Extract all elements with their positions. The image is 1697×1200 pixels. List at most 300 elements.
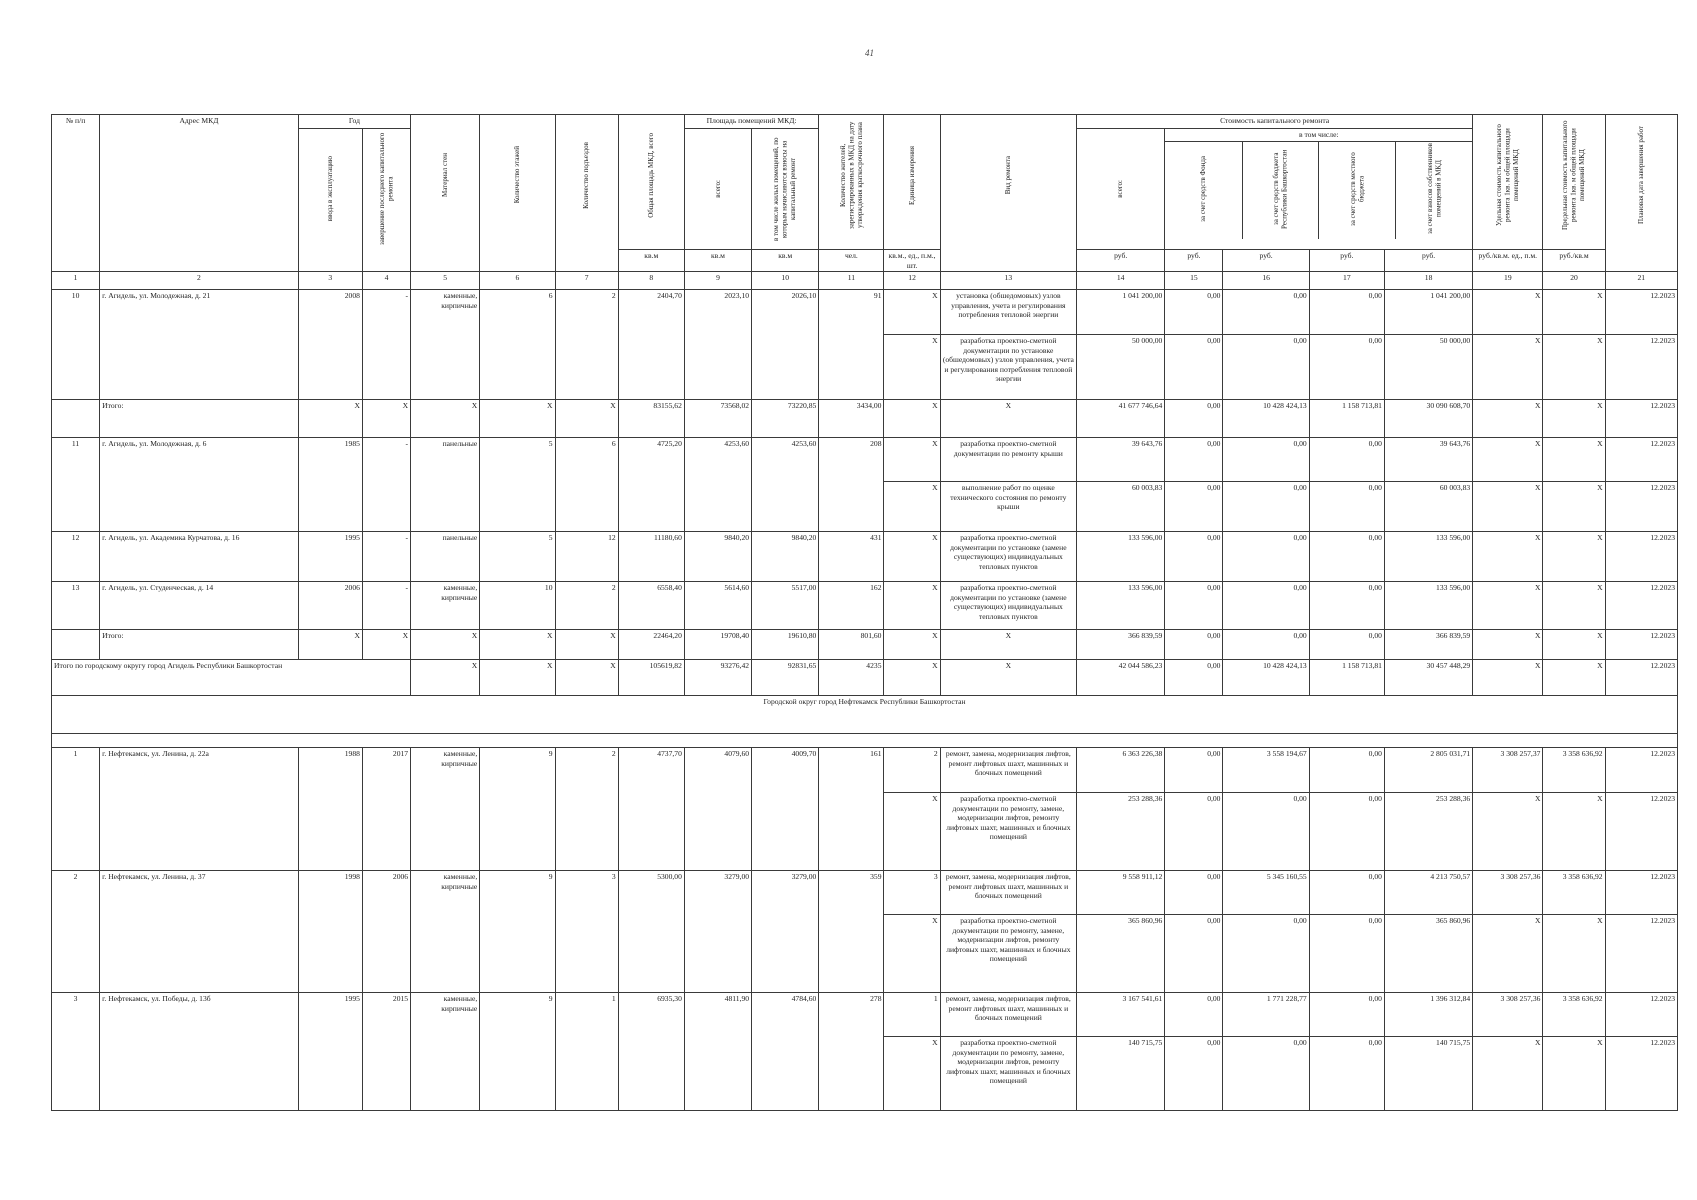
row-repair-type: X <box>940 630 1076 660</box>
row-cost-owners: 4 213 750,57 <box>1384 871 1472 915</box>
row-year-commission: 1995 <box>298 993 362 1111</box>
row-repair-type: разработка проектно-сметной документации по ремонту крыши <box>940 438 1076 482</box>
row-area: 11180,60 <box>618 532 684 582</box>
row-plan-date: 12.2023 <box>1605 993 1677 1037</box>
row-cost-total: 60 003,83 <box>1077 482 1165 532</box>
hdr-total-area: Общая площадь МКД, всего <box>618 115 684 250</box>
row-cost-owners: 133 596,00 <box>1384 532 1472 582</box>
row-unit-cost: X <box>1473 582 1543 630</box>
row-cost-fund: 0,00 <box>1165 748 1223 793</box>
row-plan-date: 12.2023 <box>1605 871 1677 915</box>
row-premises-incl: 9840,20 <box>752 532 819 582</box>
row-entrances: X <box>555 660 618 696</box>
unit-16: руб. <box>1223 250 1309 272</box>
column-number: 5 <box>411 272 480 290</box>
row-premises-total: 2023,10 <box>684 290 751 400</box>
table-row <box>52 532 1678 582</box>
row-year-repair: - <box>362 438 410 532</box>
row-unit: X <box>884 1037 940 1111</box>
row-cost-owners: 2 805 031,71 <box>1384 748 1472 793</box>
hdr-year-commission: ввода в эксплуатацию <box>298 129 362 272</box>
row-area: 5300,00 <box>618 871 684 993</box>
column-number: 17 <box>1309 272 1384 290</box>
row-cost-rb: 10 428 424,13 <box>1223 660 1309 696</box>
row-cost-fund: 0,00 <box>1165 1037 1223 1111</box>
row-floors: X <box>480 660 555 696</box>
table-row <box>52 871 1678 915</box>
row-max-cost: X <box>1543 438 1605 482</box>
row-floors: 5 <box>480 532 555 582</box>
row-year-repair: - <box>362 290 410 400</box>
row-residents: 431 <box>819 532 884 582</box>
hdr-premises-incl: в том числе жилых помещений, по которым начисляются взносы на капитальный ремонт <box>752 129 819 250</box>
row-cost-owners: 50 000,00 <box>1384 335 1472 400</box>
hdr-n: № п/п <box>52 115 100 272</box>
column-number: 15 <box>1165 272 1223 290</box>
row-cost-local: 0,00 <box>1309 748 1384 793</box>
row-premises-incl: 73220,85 <box>752 400 819 438</box>
table-row <box>52 290 1678 335</box>
row-unit: X <box>884 335 940 400</box>
row-wall: каменные, кирпичные <box>411 871 480 993</box>
row-cost-total: 140 715,75 <box>1077 1037 1165 1111</box>
row-premises-incl: 5517,00 <box>752 582 819 630</box>
row-floors: 10 <box>480 582 555 630</box>
row-max-cost: X <box>1543 915 1605 993</box>
row-unit-cost: X <box>1473 1037 1543 1111</box>
hdr-cost: Стоимость капитального ремонта <box>1077 115 1473 129</box>
row-residents: 91 <box>819 290 884 400</box>
row-plan-date: 12.2023 <box>1605 582 1677 630</box>
row-cost-rb: 0,00 <box>1223 482 1309 532</box>
row-cost-total: 253 288,36 <box>1077 793 1165 871</box>
row-cost-fund: 0,00 <box>1165 660 1223 696</box>
row-cost-total: 9 558 911,12 <box>1077 871 1165 915</box>
row-plan-date: 12.2023 <box>1605 335 1677 400</box>
row-max-cost: X <box>1543 290 1605 335</box>
row-plan-date: 12.2023 <box>1605 630 1677 660</box>
row-entrances: 3 <box>555 871 618 993</box>
row-year-commission: 2006 <box>298 582 362 630</box>
row-number: 12 <box>52 532 100 582</box>
repair-plan-table <box>51 114 1678 1111</box>
unit-15: руб. <box>1165 250 1223 272</box>
row-max-cost: X <box>1543 630 1605 660</box>
hdr-cost-incl: в том числе: <box>1165 129 1472 141</box>
row-premises-incl: 4253,60 <box>752 438 819 532</box>
row-cost-total: 41 677 746,64 <box>1077 400 1165 438</box>
column-number: 19 <box>1473 272 1543 290</box>
row-unit: X <box>884 400 940 438</box>
row-premises-total: 5614,60 <box>684 582 751 630</box>
row-floors: 9 <box>480 871 555 993</box>
subtotal-row <box>52 400 1678 438</box>
row-cost-rb: 10 428 424,13 <box>1223 400 1309 438</box>
row-cost-fund: 0,00 <box>1165 482 1223 532</box>
row-repair-type: X <box>940 400 1076 438</box>
row-unit: 2 <box>884 748 940 793</box>
row-wall: каменные, кирпичные <box>411 582 480 630</box>
grand-total-label: Итого по городскому округу город Агидель Республики Башкортостан <box>52 660 411 696</box>
row-plan-date: 12.2023 <box>1605 482 1677 532</box>
row-cost-local: 0,00 <box>1309 915 1384 993</box>
row-cost-owners: 60 003,83 <box>1384 482 1472 532</box>
unit-10: кв.м <box>752 250 819 272</box>
row-number: 13 <box>52 582 100 630</box>
row-plan-date: 12.2023 <box>1605 400 1677 438</box>
hdr-cost-local: за счет средств местного бюджета <box>1319 141 1396 239</box>
unit-19: руб./кв.м. ед., п.м. <box>1473 250 1543 272</box>
row-cost-owners: 133 596,00 <box>1384 582 1472 630</box>
hdr-unit: Единица измерения <box>884 115 940 250</box>
row-unit-cost: X <box>1473 482 1543 532</box>
row-floors: 9 <box>480 993 555 1111</box>
row-entrances: 2 <box>555 748 618 871</box>
row-max-cost: X <box>1543 793 1605 871</box>
row-premises-total: 3279,00 <box>684 871 751 993</box>
row-max-cost: 3 358 636,92 <box>1543 748 1605 793</box>
row-area: 6935,30 <box>618 993 684 1111</box>
column-number: 4 <box>362 272 410 290</box>
row-unit: X <box>884 438 940 482</box>
column-number: 20 <box>1543 272 1605 290</box>
row-repair-type: разработка проектно-сметной документации по установке (замене существующих) индивидуальных тепловых пунктов <box>940 532 1076 582</box>
row-cost-total: 366 839,59 <box>1077 630 1165 660</box>
row-unit-cost: X <box>1473 660 1543 696</box>
hdr-wall: Материал стен <box>411 115 480 272</box>
hdr-address: Адрес МКД <box>100 115 299 272</box>
row-unit-cost: 3 308 257,36 <box>1473 993 1543 1037</box>
row-address: г. Агидель, ул. Академика Курчатова, д. 16 <box>100 532 299 582</box>
hdr-cost-rb: за счет средств бюджета Республики Башкортостан <box>1242 141 1319 239</box>
row-cost-rb: 0,00 <box>1223 582 1309 630</box>
unit-14: руб. <box>1077 250 1165 272</box>
row-plan-date: 12.2023 <box>1605 1037 1677 1111</box>
row-unit-cost: X <box>1473 793 1543 871</box>
row-wall: каменные, кирпичные <box>411 290 480 400</box>
row-entrances: 12 <box>555 532 618 582</box>
row-address: г. Нефтекамск, ул. Ленина, д. 37 <box>100 871 299 993</box>
column-number: 16 <box>1223 272 1309 290</box>
row-cost-rb: 0,00 <box>1223 915 1309 993</box>
row-floors: 5 <box>480 438 555 532</box>
row-plan-date: 12.2023 <box>1605 793 1677 871</box>
table-row <box>52 748 1678 793</box>
column-number: 1 <box>52 272 100 290</box>
subtotal-label: Итого: <box>100 400 299 438</box>
table-row <box>52 993 1678 1037</box>
row-address: г. Нефтекамск, ул. Победы, д. 13б <box>100 993 299 1111</box>
row-unit: X <box>884 290 940 335</box>
grand-total-row <box>52 660 1678 696</box>
row-premises-incl: 4009,70 <box>752 748 819 871</box>
row-area: 83155,62 <box>618 400 684 438</box>
row-residents: 3434,00 <box>819 400 884 438</box>
row-cost-rb: 0,00 <box>1223 335 1309 400</box>
row-max-cost: X <box>1543 1037 1605 1111</box>
row-cost-total: 50 000,00 <box>1077 335 1165 400</box>
row-plan-date: 12.2023 <box>1605 748 1677 793</box>
row-address: г. Агидель, ул. Молодежная, д. 21 <box>100 290 299 400</box>
section-title: Городской округ город Нефтекамск Республики Башкортостан <box>52 696 1678 734</box>
row-number: 1 <box>52 748 100 871</box>
row-wall: панельные <box>411 438 480 532</box>
column-number: 11 <box>819 272 884 290</box>
row-wall: X <box>411 630 480 660</box>
row-unit: X <box>884 630 940 660</box>
row-unit-cost: 3 308 257,36 <box>1473 871 1543 915</box>
row-cost-rb: 0,00 <box>1223 630 1309 660</box>
row-cost-local: 0,00 <box>1309 793 1384 871</box>
row-residents: 161 <box>819 748 884 871</box>
hdr-year-last-repair: завершение последнего капитального ремонта <box>362 129 410 272</box>
row-address: г. Нефтекамск, ул. Ленина, д. 22а <box>100 748 299 871</box>
column-number: 2 <box>100 272 299 290</box>
row-floors: X <box>480 630 555 660</box>
column-number: 21 <box>1605 272 1677 290</box>
row-entrances: X <box>555 630 618 660</box>
column-number: 18 <box>1384 272 1472 290</box>
row-premises-total: 73568,02 <box>684 400 751 438</box>
hdr-cost-total: всего: <box>1077 129 1165 250</box>
row-entrances: X <box>555 400 618 438</box>
hdr-cost-fund: за счет средств Фонда <box>1165 141 1242 239</box>
row-unit: X <box>884 582 940 630</box>
row-cost-local: 1 158 713,81 <box>1309 660 1384 696</box>
row-cost-fund: 0,00 <box>1165 438 1223 482</box>
row-cost-local: 0,00 <box>1309 290 1384 335</box>
empty-cell <box>52 400 100 438</box>
row-entrances: 2 <box>555 582 618 630</box>
row-cost-rb: 0,00 <box>1223 438 1309 482</box>
row-unit-cost: X <box>1473 630 1543 660</box>
row-premises-incl: 2026,10 <box>752 290 819 400</box>
row-unit-cost: X <box>1473 290 1543 335</box>
row-area: 4737,70 <box>618 748 684 871</box>
row-wall: каменные, кирпичные <box>411 993 480 1111</box>
row-repair-type: установка (обшедомовых) узлов управления, учета и регулирования потребления тепловой энергии <box>940 290 1076 335</box>
row-cost-local: 0,00 <box>1309 630 1384 660</box>
row-cost-owners: 140 715,75 <box>1384 1037 1472 1111</box>
row-max-cost: 3 358 636,92 <box>1543 871 1605 915</box>
row-premises-total: 4253,60 <box>684 438 751 532</box>
hdr-premises-area: Площадь помещений МКД: <box>684 115 818 129</box>
row-residents: 278 <box>819 993 884 1111</box>
section-row <box>52 696 1678 734</box>
row-floors: 9 <box>480 748 555 871</box>
row-unit-cost: X <box>1473 335 1543 400</box>
row-repair-type: разработка проектно-сметной документации по установке (обшедомовых) узлов управления, учета и регулирования потребления тепловой энергии <box>940 335 1076 400</box>
row-repair-type: разработка проектно-сметной документации по ремонту, замене, модернизации лифтов, ремонту лифтовых шахт, машинных и блочных помещений <box>940 793 1076 871</box>
subtotal-label: Итого: <box>100 630 299 660</box>
row-unit-cost: X <box>1473 400 1543 438</box>
spacer-row <box>52 734 1678 748</box>
row-year-repair: - <box>362 532 410 582</box>
row-year-repair: 2006 <box>362 871 410 993</box>
hdr-cost-incl-block <box>1165 129 1473 250</box>
row-cost-local: 1 158 713,81 <box>1309 400 1384 438</box>
row-repair-type: выполнение работ по оценке технического состояния по ремонту крыши <box>940 482 1076 532</box>
row-cost-fund: 0,00 <box>1165 335 1223 400</box>
row-year-commission: 1995 <box>298 532 362 582</box>
row-cost-local: 0,00 <box>1309 438 1384 482</box>
column-number: 10 <box>752 272 819 290</box>
hdr-year: Год <box>298 115 410 129</box>
hdr-repair-type: Вид ремонта <box>940 115 1076 272</box>
hdr-entrances: Количество подъездов <box>555 115 618 272</box>
row-plan-date: 12.2023 <box>1605 532 1677 582</box>
row-year-commission: 2008 <box>298 290 362 400</box>
row-unit-cost: X <box>1473 915 1543 993</box>
column-numbers-row <box>52 272 1678 290</box>
spacer-cell <box>52 734 1678 748</box>
row-residents: 208 <box>819 438 884 532</box>
row-area: 6558,40 <box>618 582 684 630</box>
row-cost-local: 0,00 <box>1309 1037 1384 1111</box>
row-year-commission: X <box>298 630 362 660</box>
row-floors: 6 <box>480 290 555 400</box>
row-premises-total: 19708,40 <box>684 630 751 660</box>
row-premises-total: 9840,20 <box>684 532 751 582</box>
row-cost-total: 1 041 200,00 <box>1077 290 1165 335</box>
row-cost-local: 0,00 <box>1309 993 1384 1037</box>
unit-9: кв.м <box>684 250 751 272</box>
unit-18: руб. <box>1384 250 1472 272</box>
row-premises-incl: 19610,80 <box>752 630 819 660</box>
row-max-cost: X <box>1543 400 1605 438</box>
hdr-cost-owners: за счет взносов собственников помещений в МКД <box>1425 143 1443 234</box>
row-cost-local: 0,00 <box>1309 532 1384 582</box>
row-cost-local: 0,00 <box>1309 582 1384 630</box>
row-unit-cost: X <box>1473 438 1543 482</box>
row-cost-rb: 0,00 <box>1223 793 1309 871</box>
row-unit: X <box>884 793 940 871</box>
row-max-cost: X <box>1543 335 1605 400</box>
row-repair-type: разработка проектно-сметной документации по ремонту, замене, модернизации лифтов, ремонту лифтовых шахт, машинных и блочных помещений <box>940 1037 1076 1111</box>
row-cost-rb: 5 345 160,55 <box>1223 871 1309 915</box>
row-year-commission: X <box>298 400 362 438</box>
row-number: 11 <box>52 438 100 532</box>
row-cost-owners: 366 839,59 <box>1384 630 1472 660</box>
column-number: 6 <box>480 272 555 290</box>
row-max-cost: X <box>1543 582 1605 630</box>
row-cost-total: 365 860,96 <box>1077 915 1165 993</box>
row-cost-owners: 365 860,96 <box>1384 915 1472 993</box>
row-wall: X <box>411 660 480 696</box>
row-repair-type: ремонт, замена, модернизация лифтов, ремонт лифтовых шахт, машинных и блочных помещений <box>940 871 1076 915</box>
row-cost-local: 0,00 <box>1309 335 1384 400</box>
table-row <box>52 582 1678 630</box>
row-cost-total: 133 596,00 <box>1077 532 1165 582</box>
row-unit: X <box>884 482 940 532</box>
row-area: 2404,70 <box>618 290 684 400</box>
hdr-premises-total: всего: <box>684 129 751 250</box>
hdr-unit-cost: Удельная стоимость капитального ремонта 1кв. м общей площади помещений МКД <box>1473 115 1543 250</box>
page-number: 41 <box>865 48 874 58</box>
row-cost-rb: 0,00 <box>1223 532 1309 582</box>
row-unit: X <box>884 532 940 582</box>
row-repair-type: X <box>940 660 1076 696</box>
row-residents: 359 <box>819 871 884 993</box>
row-plan-date: 12.2023 <box>1605 438 1677 482</box>
row-premises-total: 4079,60 <box>684 748 751 871</box>
row-number: 10 <box>52 290 100 400</box>
empty-cell <box>52 630 100 660</box>
hdr-floors: Количество этажей <box>480 115 555 272</box>
row-year-repair: 2015 <box>362 993 410 1111</box>
unit-12: кв.м., ед., п.м., шт. <box>884 250 940 272</box>
unit-8: кв.м <box>618 250 684 272</box>
row-max-cost: 3 358 636,92 <box>1543 993 1605 1037</box>
row-cost-local: 0,00 <box>1309 871 1384 915</box>
row-repair-type: разработка проектно-сметной документации по установке (замене существующих) индивидуальных тепловых пунктов <box>940 582 1076 630</box>
row-cost-fund: 0,00 <box>1165 871 1223 915</box>
row-premises-incl: 4784,60 <box>752 993 819 1111</box>
row-plan-date: 12.2023 <box>1605 915 1677 993</box>
row-area: 4725,20 <box>618 438 684 532</box>
row-cost-owners: 253 288,36 <box>1384 793 1472 871</box>
unit-17: руб. <box>1309 250 1384 272</box>
table-row <box>52 438 1678 482</box>
row-residents: 801,60 <box>819 630 884 660</box>
hdr-plan-date: Плановая дата завершения работ <box>1605 115 1677 272</box>
row-year-commission: 1998 <box>298 871 362 993</box>
row-unit: 3 <box>884 871 940 915</box>
row-cost-owners: 30 457 448,29 <box>1384 660 1472 696</box>
row-unit-cost: 3 308 257,37 <box>1473 748 1543 793</box>
hdr-residents: Количество жителей, зарегистрированных в МКД на дату утверждения краткосрочного плана <box>819 115 884 250</box>
row-number: 3 <box>52 993 100 1111</box>
row-area: 22464,20 <box>618 630 684 660</box>
header-row-1 <box>52 115 1678 129</box>
row-cost-local: 0,00 <box>1309 482 1384 532</box>
row-cost-rb: 1 771 228,77 <box>1223 993 1309 1037</box>
row-entrances: 2 <box>555 290 618 400</box>
row-wall: панельные <box>411 532 480 582</box>
row-max-cost: X <box>1543 482 1605 532</box>
row-repair-type: ремонт, замена, модернизация лифтов, ремонт лифтовых шахт, машинных и блочных помещений <box>940 748 1076 793</box>
row-year-repair: X <box>362 630 410 660</box>
row-premises-total: 4811,90 <box>684 993 751 1111</box>
row-year-repair: - <box>362 582 410 630</box>
column-number: 13 <box>940 272 1076 290</box>
row-plan-date: 12.2023 <box>1605 660 1677 696</box>
row-year-repair: 2017 <box>362 748 410 871</box>
row-cost-owners: 39 643,76 <box>1384 438 1472 482</box>
row-entrances: 6 <box>555 438 618 532</box>
row-cost-fund: 0,00 <box>1165 993 1223 1037</box>
row-max-cost: X <box>1543 660 1605 696</box>
row-max-cost: X <box>1543 532 1605 582</box>
row-cost-owners: 1 396 312,84 <box>1384 993 1472 1037</box>
hdr-max-cost: Предельная стоимость капитального ремонта 1кв. м общей площади помещений МКД <box>1543 115 1605 250</box>
row-year-commission: 1985 <box>298 438 362 532</box>
row-floors: X <box>480 400 555 438</box>
row-cost-fund: 0,00 <box>1165 915 1223 993</box>
row-plan-date: 12.2023 <box>1605 290 1677 335</box>
column-number: 7 <box>555 272 618 290</box>
row-residents: 4235 <box>819 660 884 696</box>
row-number: 2 <box>52 871 100 993</box>
row-premises-incl: 3279,00 <box>752 871 819 993</box>
row-cost-total: 42 044 586,23 <box>1077 660 1165 696</box>
row-unit: 1 <box>884 993 940 1037</box>
column-number: 14 <box>1077 272 1165 290</box>
row-cost-rb: 0,00 <box>1223 290 1309 335</box>
row-entrances: 1 <box>555 993 618 1111</box>
row-repair-type: разработка проектно-сметной документации по ремонту, замене, модернизации лифтов, ремонту лифтовых шахт, машинных и блочных помещений <box>940 915 1076 993</box>
row-cost-fund: 0,00 <box>1165 290 1223 335</box>
